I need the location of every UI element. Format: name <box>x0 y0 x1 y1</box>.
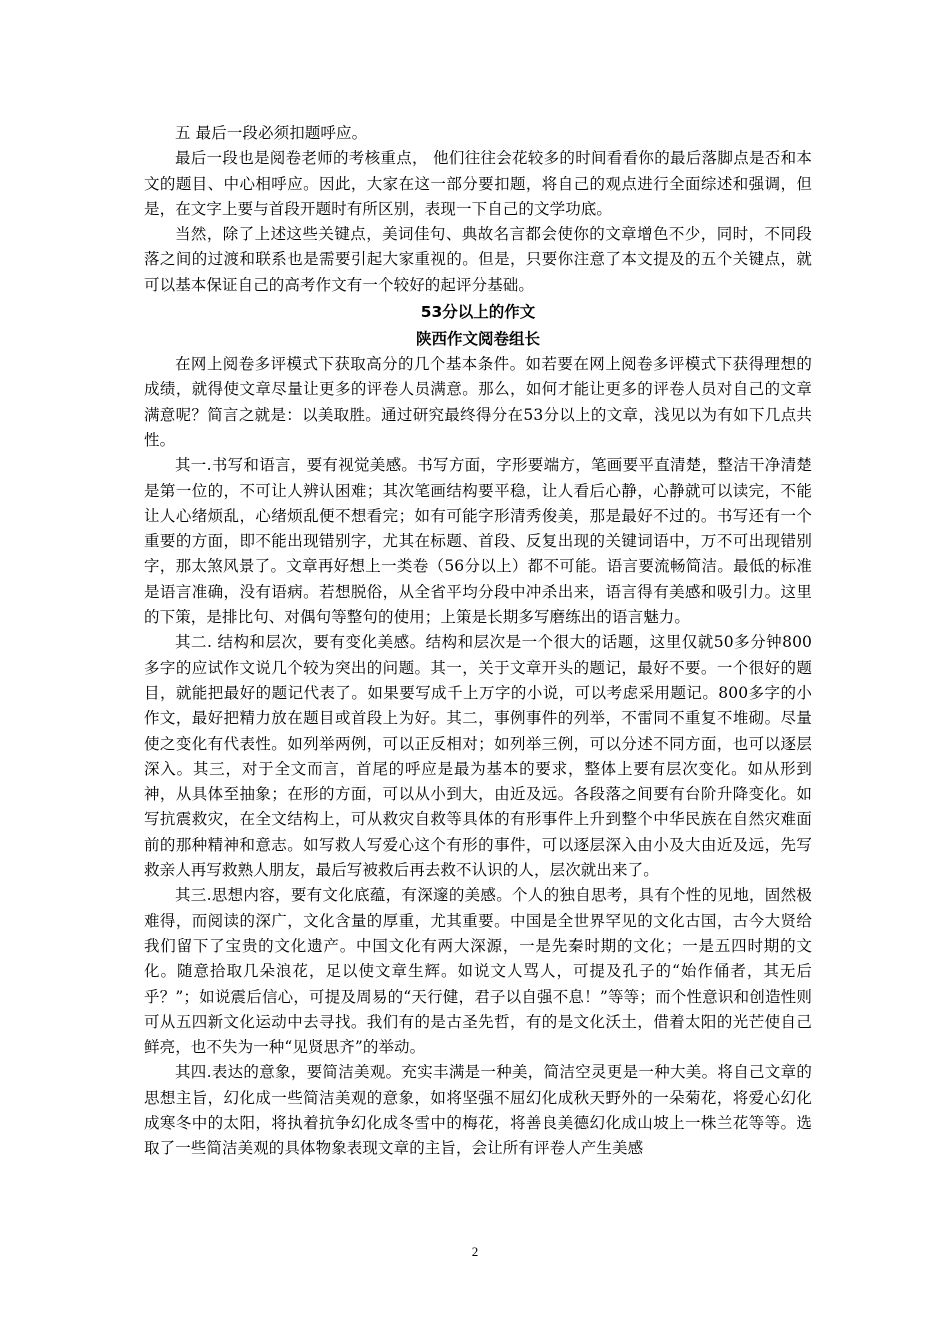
document-body <box>144 121 812 1162</box>
section-five-heading: 五 最后一段必须扣题呼应。 <box>175 124 368 142</box>
paragraph: 其一.书写和语言，要有视觉美感。书写方面，字形要端方，笔画要平直清楚，整洁干净清楚是第一位的，不可让人辨认困难；其次笔画结构要平稳，让人看后心静，心静就可以读完，不能让人心绪烦乱，心绪烦乱便不想看完；如有可能字形清秀俊美，那是最好不过的。书写还有一个重要的方面，即不能出现错别字，尤其在标题、首段、反复出现的关键词语中，万不可出现错别字，那太煞风景了。文章再好想上一类卷（56分以上）都不可能。语言要流畅简洁。最低的标准是语言准确，没有语病。若想脱俗，从全省平均分段中冲杀出来，语言得有美感和吸引力。这里的下策，是排比句、对偶句等整句的使用；上策是长期多写磨练出的语言魅力。 <box>144 456 812 627</box>
paragraph: 在网上阅卷多评模式下获取高分的几个基本条件。如若要在网上阅卷多评模式下获得理想的成绩，就得使文章尽量让更多的评卷人员满意。那么，如何才能让更多的评卷人员对自己的文章满意呢？简言之就是：以美取胜。通过研究最终得分在53分以上的文章，浅见以为有如下几点共性。 <box>144 355 812 449</box>
paragraph: 其四.表达的意象，要简洁美观。充实丰满是一种美，简洁空灵更是一种大美。将自己文章的思想主旨，幻化成一些简洁美观的意象，如将坚强不屈幻化成秋天野外的一朵菊花，将爱心幻化成寒冬中的太阳，将执着抗争幻化成冬雪中的梅花，将善良美德幻化成山坡上一株兰花等等。选取了一些简洁美观的具体物象表现文章的主旨，会让所有评卷人产生美感 <box>144 1063 812 1158</box>
article-title: 53分以上的作文 <box>420 303 536 322</box>
paragraph: 其三.思想内容，要有文化底蕴，有深邃的美感。个人的独自思考，具有个性的见地，固然极难得，而阅读的深广，文化含量的厚重，尤其重要。中国是全世界罕见的文化古国，古今大贤给我们留下了宝贵的文化遗产。中国文化有两大深源，一是先秦时期的文化；一是五四时期的文化。随意拾取几朵浪花，足以使文章生辉。如说文人骂人，可提及孔子的“始作俑者，其无后乎？”；如说震后信心，可提及周易的“天行健，君子以自强不息！”等等；而个性意识和创造性则可从五四新文化运动中去寻找。我们有的是古圣先哲，有的是文化沃土，借着太阳的光芒使自己鲜亮，也不失为一种“见贤思齐”的举动。 <box>144 886 812 1057</box>
paragraph: 当然，除了上述这些关键点，美词佳句、典故名言都会使你的文章增色不少，同时，不同段落之间的过渡和联系也是需要引起大家重视的。但是，只要你注意了本文提及的五个关键点，就可以基本保证自己的高考作文有一个较好的起评分基础。 <box>144 225 812 294</box>
page-number: 2 <box>471 1244 479 1259</box>
paragraph: 最后一段也是阅卷老师的考核重点， 他们往往会花较多的时间看看你的最后落脚点是否和本文的题目、中心相呼应。因此，大家在这一部分要扣题，将自己的观点进行全面综述和强调，但是，在文字上要与首段开题时有所区别，表现一下自己的文学功底。 <box>144 149 812 218</box>
article-author: 陕西作文阅卷组长 <box>415 330 540 349</box>
paragraph: 其二. 结构和层次，要有变化美感。结构和层次是一个很大的话题，这里仅就50多分钟800多字的应试作文说几个较为突出的问题。其一，关于文章开头的题记，最好不要。一个很好的题目，就能把最好的题记代表了。如果要写成千上万字的小说，可以考虑采用题记。800多字的小作文，最好把精力放在题目或首段上为好。其二，事例事件的列举，不雷同不重复不堆砌。尽量使之变化有代表性。如列举两例，可以正反相对；如列举三例，可以分述不同方面，也可以逐层深入。其三，对于全文而言，首尾的呼应是最为基本的要求，整体上要有层次变化。如从形到神，从具体至抽象；在形的方面，可以从小到大，由近及远。各段落之间要有台阶升降变化。如写抗震救灾，在全文结构上，可从救灾自救等具体的有形事件上升到整个中华民族在自然灾难面前的那种精神和意志。如写救人写爱心这个有形的事件，可以逐层深入由小及大由近及远，先写救亲人再写救熟人朋友，最后写被救后再去救不认识的人，层次就出来了。 <box>144 633 812 880</box>
